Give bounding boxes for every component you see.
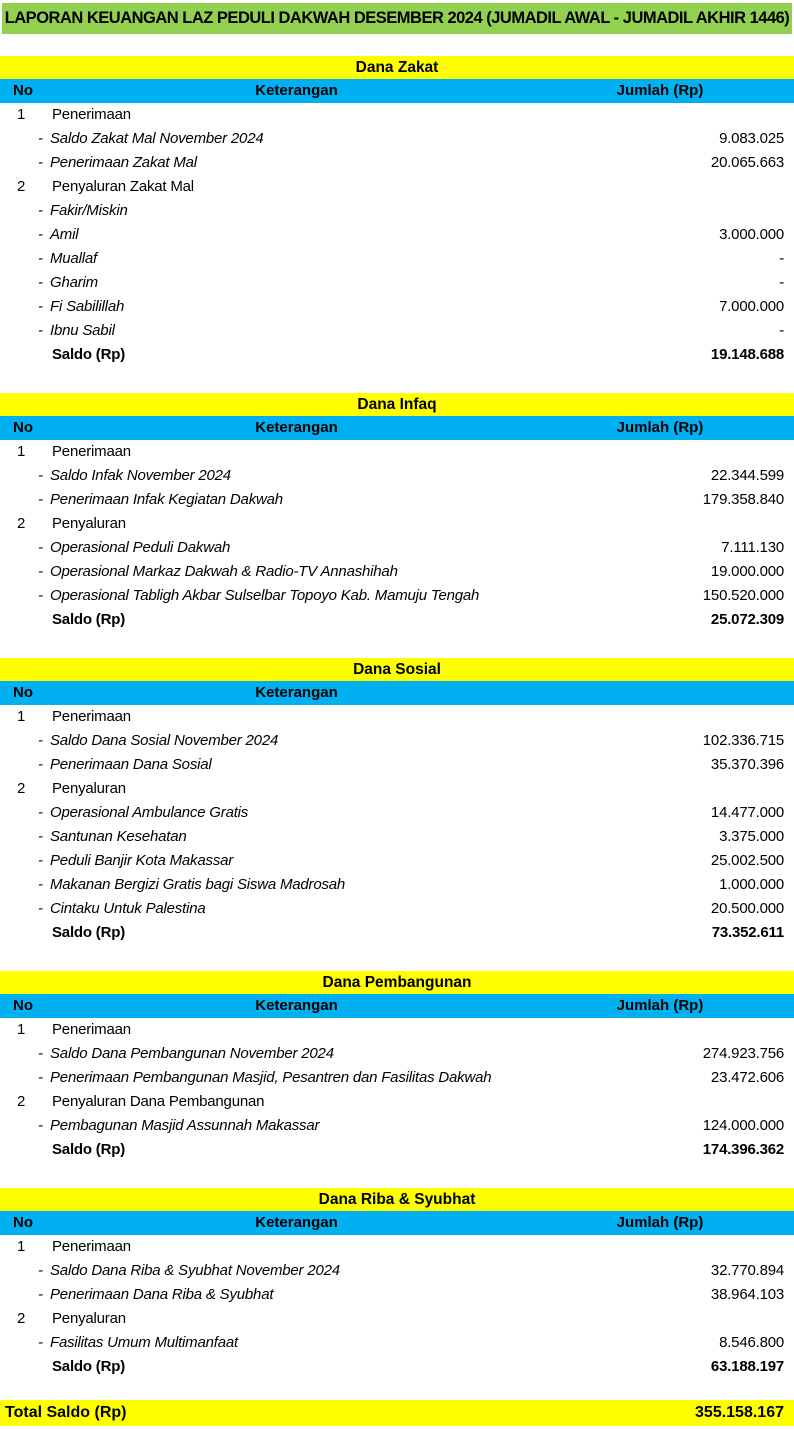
row-value: 124.000.000 [702,1117,784,1134]
row-keterangan-cell [36,584,554,608]
row-keterangan-cell [36,295,554,319]
row-number [0,319,36,343]
row-value: 20.500.000 [710,900,784,917]
row-number: 1 [17,708,26,725]
row-keterangan-cell [36,151,554,175]
table-row [0,1090,794,1114]
row-label: Saldo (Rp) [52,1358,125,1375]
row-number: 1 [17,443,26,460]
row-keterangan-cell [36,127,554,151]
dash-bullet: - [38,732,43,749]
row-keterangan-cell [36,1235,554,1259]
table-row [0,1355,794,1379]
row-label: Penyaluran [52,1310,126,1327]
row-number [0,825,36,849]
column-header-jumlah: Jumlah (Rp) [616,419,704,436]
table-row [0,729,794,753]
section-title: Dana Pembangunan [0,971,794,994]
row-number [0,1114,36,1138]
row-keterangan-cell [36,1307,554,1331]
row-number [0,199,36,223]
total-label: Total Saldo (Rp) [5,1404,127,1421]
row-label: Penerimaan [52,106,131,123]
row-label: Penyaluran [52,515,126,532]
table-row [0,753,794,777]
row-keterangan-cell [36,608,554,632]
row-keterangan-cell [36,343,554,367]
row-label: Fi Sabilillah [50,298,125,315]
row-label: Saldo Dana Sosial November 2024 [50,732,279,749]
dash-bullet: - [38,154,43,171]
row-keterangan-cell [36,921,554,945]
row-number [0,343,36,367]
row-number [0,223,36,247]
report-title-bar [2,3,792,34]
row-label: Operasional Markaz Dakwah & Radio-TV Annashihah [50,563,398,580]
dash-bullet: - [38,828,43,845]
row-keterangan-cell [36,199,554,223]
row-label: Penyaluran Zakat Mal [52,178,194,195]
row-number: 1 [17,1238,26,1255]
row-value: 3.000.000 [719,226,784,243]
row-number: 1 [17,1021,26,1038]
table-row [0,1235,794,1259]
row-label: Penerimaan [52,1238,131,1255]
row-keterangan-cell [36,1066,554,1090]
column-header-jumlah: Jumlah (Rp) [616,82,704,99]
row-number [0,897,36,921]
row-value: 25.072.309 [710,611,784,628]
row-number: 2 [17,178,26,195]
row-label: Penerimaan [52,1021,131,1038]
row-keterangan-cell [36,223,554,247]
row-label: Fasilitas Umum Multimanfaat [50,1334,238,1351]
table-row [0,560,794,584]
dash-bullet: - [38,1262,43,1279]
row-keterangan-cell [36,1090,554,1114]
table-row [0,801,794,825]
dash-bullet: - [38,130,43,147]
row-value: 1.000.000 [719,876,784,893]
total-row [0,1400,794,1426]
table-row [0,512,794,536]
row-value [554,1018,794,1042]
row-number [0,247,36,271]
dash-bullet: - [38,491,43,508]
table-row [0,1114,794,1138]
row-number [0,921,36,945]
row-label: Amil [50,226,79,243]
row-keterangan-cell [36,777,554,801]
row-keterangan-cell [36,271,554,295]
column-header-jumlah: Jumlah (Rp) [616,997,704,1014]
table-rows [0,103,794,367]
table-row [0,1259,794,1283]
dash-bullet: - [38,250,43,267]
row-keterangan-cell [36,729,554,753]
row-number: 2 [17,515,26,532]
column-header-keterangan: Keterangan [255,1214,338,1231]
table-row [0,777,794,801]
row-number [0,127,36,151]
table-row [0,464,794,488]
table-row [0,897,794,921]
row-value [554,777,794,801]
row-number [0,151,36,175]
row-number [0,271,36,295]
table-row [0,705,794,729]
row-keterangan-cell [36,440,554,464]
fund-section [0,56,794,367]
sections-container [0,56,794,1379]
table-header-row [0,681,794,705]
row-label: Ibnu Sabil [50,322,115,339]
row-label: Penerimaan [52,443,131,460]
row-number: 2 [17,1093,26,1110]
table-row [0,584,794,608]
row-keterangan-cell [36,247,554,271]
table-rows [0,1018,794,1162]
dash-bullet: - [38,804,43,821]
table-row [0,921,794,945]
table-header-row [0,1211,794,1235]
dash-bullet: - [38,876,43,893]
fund-section [0,1188,794,1379]
column-header-no: No [13,1214,33,1231]
row-value: 63.188.197 [710,1358,784,1375]
dash-bullet: - [38,322,43,339]
table-row [0,1018,794,1042]
row-keterangan-cell [36,103,554,127]
row-value: 19.148.688 [710,346,784,363]
table-row [0,247,794,271]
dash-bullet: - [38,202,43,219]
row-label: Saldo (Rp) [52,611,125,628]
row-label: Fakir/Miskin [50,202,128,219]
row-keterangan-cell [36,825,554,849]
row-label: Saldo (Rp) [52,346,125,363]
dash-bullet: - [38,587,43,604]
dash-bullet: - [38,1117,43,1134]
dash-bullet: - [38,756,43,773]
section-title: Dana Infaq [0,393,794,416]
row-label: Cintaku Untuk Palestina [50,900,206,917]
row-value: 23.472.606 [710,1069,784,1086]
row-label: Muallaf [50,250,97,267]
column-header-keterangan: Keterangan [255,684,338,701]
row-keterangan-cell [36,849,554,873]
row-keterangan-cell [36,175,554,199]
table-row [0,536,794,560]
row-number [0,536,36,560]
row-keterangan-cell [36,1283,554,1307]
row-number [0,753,36,777]
row-value [554,705,794,729]
section-title: Dana Zakat [0,56,794,79]
row-value: 274.923.756 [702,1045,784,1062]
column-header-no: No [13,997,33,1014]
dash-bullet: - [38,1286,43,1303]
row-label: Penerimaan Pembangunan Masjid, Pesantren dan Fasilitas Dakwah [50,1069,492,1086]
table-rows [0,1235,794,1379]
row-label: Peduli Banjir Kota Makassar [50,852,234,869]
row-keterangan-cell [36,464,554,488]
row-number [0,584,36,608]
row-keterangan-cell [36,1331,554,1355]
row-number [0,873,36,897]
table-row [0,175,794,199]
table-rows [0,705,794,945]
dash-bullet: - [38,563,43,580]
table-row [0,151,794,175]
row-label: Penerimaan Zakat Mal [50,154,197,171]
row-value: 3.375.000 [719,828,784,845]
row-value: 25.002.500 [710,852,784,869]
table-row [0,1066,794,1090]
row-value: 150.520.000 [702,587,784,604]
section-title: Dana Sosial [0,658,794,681]
row-label: Saldo Zakat Mal November 2024 [50,130,264,147]
row-label: Santunan Kesehatan [50,828,187,845]
row-value: 8.546.800 [719,1334,784,1351]
row-label: Saldo Dana Pembangunan November 2024 [50,1045,334,1062]
row-label: Penerimaan Infak Kegiatan Dakwah [50,491,283,508]
report-title: LAPORAN KEUANGAN LAZ PEDULI DAKWAH DESEMBER 2024 (JUMADIL AWAL - JUMADIL AKHIR 1446) [4,9,790,27]
row-label: Saldo Infak November 2024 [50,467,231,484]
table-row [0,608,794,632]
row-value: 14.477.000 [710,804,784,821]
table-row [0,1307,794,1331]
table-row [0,319,794,343]
row-label: Penerimaan Dana Riba & Syubhat [50,1286,274,1303]
row-value [554,1307,794,1331]
dash-bullet: - [38,298,43,315]
row-number: 2 [17,1310,26,1327]
row-label: Saldo (Rp) [52,924,125,941]
row-label: Penyaluran [52,780,126,797]
row-value: 38.964.103 [710,1286,784,1303]
column-header-keterangan: Keterangan [255,997,338,1014]
table-row [0,1331,794,1355]
row-label: Penerimaan [52,708,131,725]
row-value: 9.083.025 [719,130,784,147]
row-keterangan-cell [36,1355,554,1379]
fund-section [0,658,794,945]
row-value: 7.111.130 [721,539,784,556]
dash-bullet: - [38,852,43,869]
row-keterangan-cell [36,753,554,777]
row-keterangan-cell [36,560,554,584]
dash-bullet: - [38,1045,43,1062]
row-label: Saldo Dana Riba & Syubhat November 2024 [50,1262,340,1279]
table-row [0,223,794,247]
dash-bullet: - [38,226,43,243]
row-keterangan-cell [36,801,554,825]
row-number [0,488,36,512]
row-number [0,729,36,753]
row-number [0,560,36,584]
row-value [554,1235,794,1259]
table-row [0,199,794,223]
table-row [0,343,794,367]
section-title: Dana Riba & Syubhat [0,1188,794,1211]
fund-section [0,393,794,632]
row-value: 73.352.611 [711,924,784,941]
row-value: - [779,322,784,339]
table-row [0,1138,794,1162]
row-value: - [779,274,784,291]
row-number [0,1066,36,1090]
row-value: 35.370.396 [710,756,784,773]
total-value: 355.158.167 [695,1404,784,1421]
table-row [0,440,794,464]
row-number [0,1042,36,1066]
table-row [0,1042,794,1066]
row-number [0,1259,36,1283]
table-row [0,271,794,295]
row-value [554,1090,794,1114]
row-value [554,103,794,127]
table-rows [0,440,794,632]
table-header-row [0,994,794,1018]
table-row [0,849,794,873]
table-row [0,873,794,897]
column-header-no: No [13,82,33,99]
table-row [0,127,794,151]
row-keterangan-cell [36,488,554,512]
dash-bullet: - [38,900,43,917]
table-header-row [0,416,794,440]
row-value [554,175,794,199]
row-number [0,1283,36,1307]
row-keterangan-cell [36,1114,554,1138]
row-keterangan-cell [36,1018,554,1042]
row-keterangan-cell [36,319,554,343]
row-number: 1 [17,106,26,123]
column-header-jumlah: Jumlah (Rp) [616,1214,704,1231]
table-row [0,1283,794,1307]
row-value [554,199,794,223]
dash-bullet: - [38,467,43,484]
row-keterangan-cell [36,1042,554,1066]
row-number [0,1331,36,1355]
row-label: Operasional Ambulance Gratis [50,804,249,821]
table-row [0,103,794,127]
row-keterangan-cell [36,1138,554,1162]
row-label: Saldo (Rp) [52,1141,125,1158]
row-label: Gharim [50,274,98,291]
table-row [0,295,794,319]
row-label: Pembagunan Masjid Assunnah Makassar [50,1117,320,1134]
row-keterangan-cell [36,897,554,921]
row-number [0,801,36,825]
row-keterangan-cell [36,705,554,729]
dash-bullet: - [38,274,43,291]
row-keterangan-cell [36,1259,554,1283]
dash-bullet: - [38,1069,43,1086]
table-header-row [0,79,794,103]
row-label: Operasional Tabligh Akbar Sulselbar Topoyo Kab. Mamuju Tengah [50,587,480,604]
row-value: 7.000.000 [719,298,784,315]
table-row [0,825,794,849]
row-number [0,608,36,632]
column-header-keterangan: Keterangan [255,82,338,99]
row-keterangan-cell [36,536,554,560]
column-header-no: No [13,419,33,436]
row-number [0,849,36,873]
dash-bullet: - [38,1334,43,1351]
row-label: Operasional Peduli Dakwah [50,539,231,556]
row-value: - [779,250,784,267]
row-number [0,464,36,488]
row-label: Makanan Bergizi Gratis bagi Siswa Madrosah [50,876,346,893]
column-header-jumlah [544,681,794,705]
row-label: Penerimaan Dana Sosial [50,756,212,773]
column-header-no: No [13,684,33,701]
row-number [0,1355,36,1379]
table-row [0,488,794,512]
row-label: Penyaluran Dana Pembangunan [52,1093,265,1110]
fund-section [0,971,794,1162]
row-keterangan-cell [36,512,554,536]
row-number [0,295,36,319]
row-value [554,512,794,536]
row-value: 32.770.894 [710,1262,784,1279]
row-value: 22.344.599 [710,467,784,484]
row-number: 2 [17,780,26,797]
row-value: 19.000.000 [710,563,784,580]
row-number [0,1138,36,1162]
column-header-keterangan: Keterangan [255,419,338,436]
row-value [554,440,794,464]
row-value: 179.358.840 [702,491,784,508]
dash-bullet: - [38,539,43,556]
row-value: 174.396.362 [702,1141,784,1158]
row-value: 20.065.663 [710,154,784,171]
row-keterangan-cell [36,873,554,897]
row-value: 102.336.715 [702,732,784,749]
